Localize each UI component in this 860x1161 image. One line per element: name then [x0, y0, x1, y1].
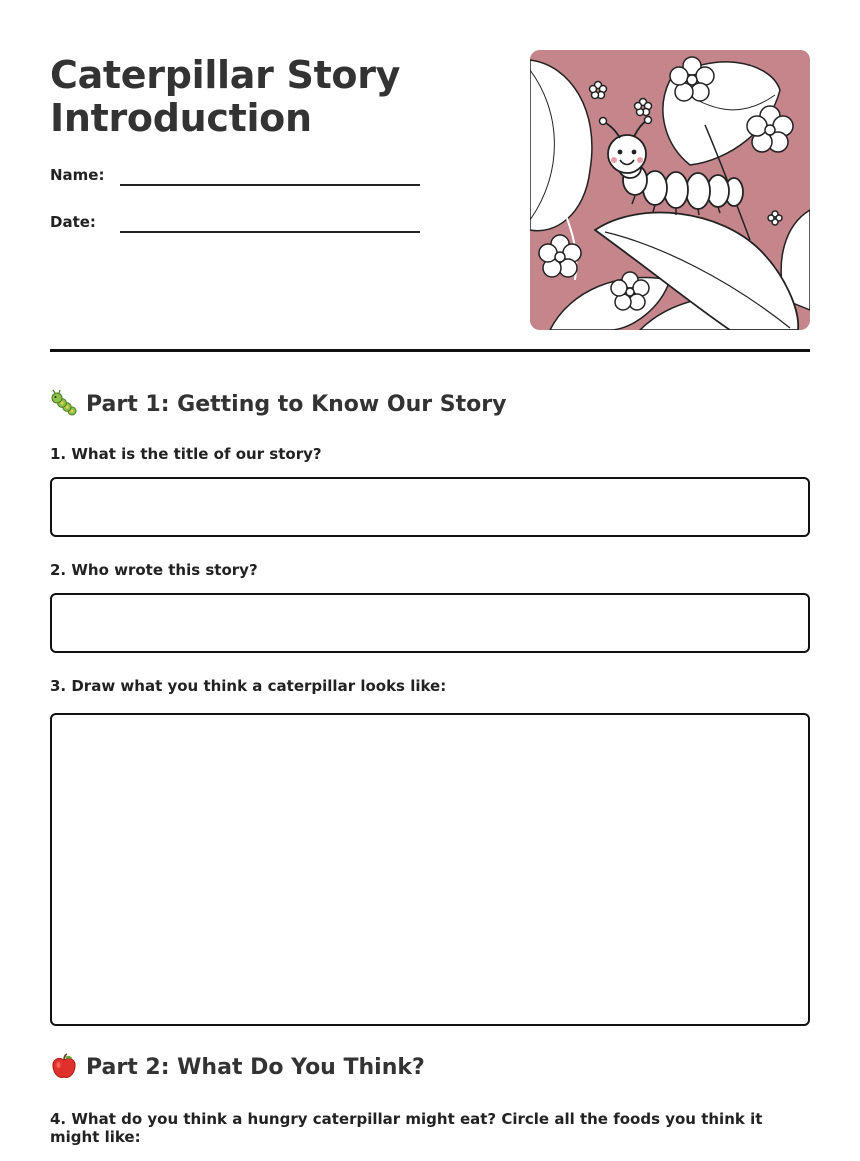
name-label: Name: [50, 166, 105, 184]
caterpillar-illustration [530, 50, 810, 330]
answer-box-title[interactable] [50, 477, 810, 537]
question-3: 3. Draw what you think a caterpillar looks like: [50, 677, 447, 695]
question-1: 1. What is the title of our story? [50, 445, 322, 463]
part1-title: Part 1: Getting to Know Our Story [86, 392, 507, 417]
date-field [50, 213, 420, 243]
name-write-line[interactable] [120, 184, 420, 186]
title-line-2: Introduction [50, 96, 312, 140]
date-label: Date: [50, 213, 96, 231]
title-line-1: Caterpillar Story [50, 53, 401, 97]
question-2: 2. Who wrote this story? [50, 561, 258, 579]
part1-heading [50, 389, 506, 417]
apple-icon [50, 1052, 78, 1080]
drawing-box[interactable] [50, 713, 810, 1026]
worksheet-title [50, 54, 510, 140]
part2-heading [50, 1052, 425, 1080]
date-write-line[interactable] [120, 231, 420, 233]
caterpillar-icon [50, 389, 78, 417]
question-4: 4. What do you think a hungry caterpillar might eat? Circle all the foods you think it might like: [50, 1110, 763, 1146]
header-divider [50, 349, 810, 352]
name-field [50, 166, 420, 196]
caterpillar-on-leaf-illustration [530, 50, 810, 330]
part2-title: Part 2: What Do You Think? [86, 1055, 425, 1080]
answer-box-author[interactable] [50, 593, 810, 653]
